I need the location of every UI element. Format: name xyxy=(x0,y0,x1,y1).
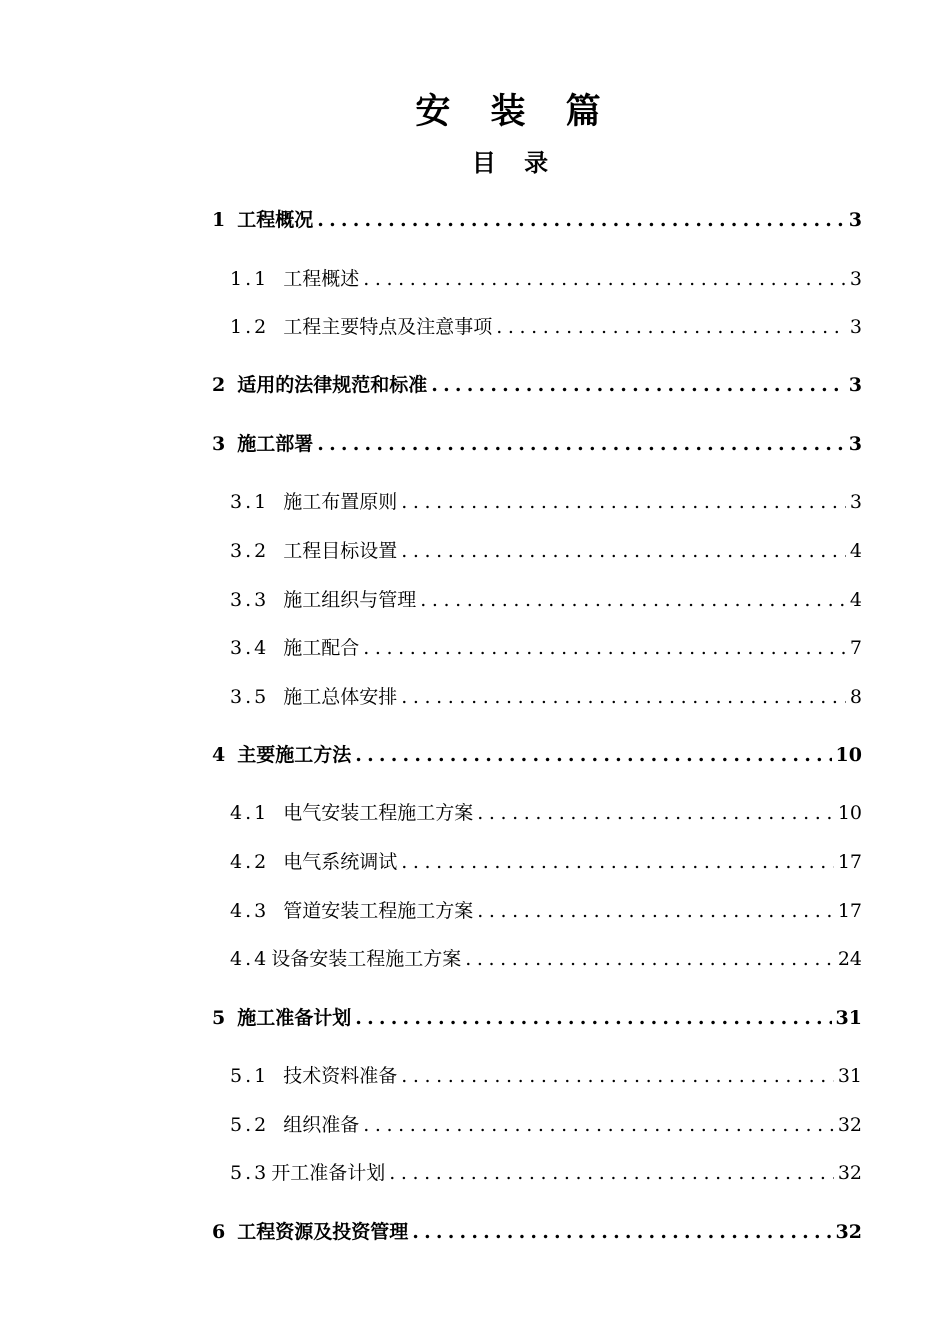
toc-entry-page: 32 xyxy=(835,1221,862,1243)
toc-entry-number: 4.2 xyxy=(230,851,270,873)
toc-entry-page: 17 xyxy=(837,851,862,873)
toc-leader-dots xyxy=(363,1114,834,1136)
toc-entry[interactable] xyxy=(230,944,862,971)
toc-entry-number: 1.1 xyxy=(230,268,270,290)
toc-entry-number: 3.5 xyxy=(230,686,270,708)
toc-leader-dots xyxy=(355,744,831,766)
toc-leader-dots xyxy=(389,1162,834,1184)
toc-leader-dots xyxy=(477,802,834,824)
toc-entry-number: 3.3 xyxy=(230,589,270,611)
toc-leader-dots xyxy=(420,589,846,611)
toc-entry[interactable] xyxy=(230,487,862,514)
toc-entry-page: 24 xyxy=(837,948,862,970)
toc-entry-page: 3 xyxy=(848,209,862,231)
toc-entry[interactable] xyxy=(212,205,862,232)
toc-entry-number: 3 xyxy=(212,433,226,455)
toc-entry-page: 8 xyxy=(849,686,862,708)
toc-entry[interactable] xyxy=(212,1003,862,1030)
toc-entry-number: 3.2 xyxy=(230,540,270,562)
toc-leader-dots xyxy=(317,433,845,455)
toc-entry-page: 32 xyxy=(837,1114,862,1136)
toc-entry-label: 组织准备 xyxy=(283,1114,360,1136)
toc-entry-label: 技术资料准备 xyxy=(283,1065,398,1087)
toc-entry-label: 电气安装工程施工方案 xyxy=(283,802,474,824)
toc-entry-number: 6 xyxy=(212,1221,226,1243)
toc-entry-page: 3 xyxy=(848,374,862,396)
toc-entry-page: 4 xyxy=(849,540,862,562)
toc-entry-number: 5 xyxy=(212,1007,226,1029)
toc-entry-number: 4.3 xyxy=(230,900,270,922)
toc-leader-dots xyxy=(477,900,834,922)
toc-entry-label: 适用的法律规范和标准 xyxy=(237,374,428,396)
toc-entry[interactable] xyxy=(212,429,862,456)
toc-entry[interactable] xyxy=(230,264,862,291)
toc-entry[interactable] xyxy=(212,1217,862,1244)
toc-entry-label: 工程主要特点及注意事项 xyxy=(283,316,493,338)
toc-entry[interactable] xyxy=(230,585,862,612)
toc-entry-label: 施工准备计划 xyxy=(237,1007,352,1029)
toc-entry-number: 4 xyxy=(212,744,226,766)
toc-entry-label: 施工总体安排 xyxy=(283,686,398,708)
toc-leader-dots xyxy=(401,540,846,562)
toc-leader-dots xyxy=(401,1065,834,1087)
toc-entry-page: 3 xyxy=(849,268,862,290)
toc-entry-label: 工程资源及投资管理 xyxy=(237,1221,409,1243)
toc-entry-page: 31 xyxy=(837,1065,862,1087)
toc-heading: 目 录 xyxy=(471,148,559,177)
toc-entry-page: 3 xyxy=(849,316,862,338)
toc-leader-dots xyxy=(355,1007,831,1029)
toc-entry[interactable] xyxy=(230,896,862,923)
toc-entry-number: 3.4 xyxy=(230,637,270,659)
toc-entry[interactable] xyxy=(230,1158,862,1185)
toc-entry-page: 3 xyxy=(849,491,862,513)
toc-entry[interactable] xyxy=(230,682,862,709)
toc-entry[interactable] xyxy=(212,740,862,767)
toc-entry-number: 1 xyxy=(212,209,226,231)
toc-entry[interactable] xyxy=(230,536,862,563)
toc-leader-dots xyxy=(363,637,846,659)
toc-entry-number: 5.1 xyxy=(230,1065,270,1087)
toc-leader-dots xyxy=(412,1221,831,1243)
toc-entry[interactable] xyxy=(230,1110,862,1137)
toc-entry-label: 施工组织与管理 xyxy=(283,589,417,611)
toc-entry-number: 4.4 xyxy=(230,948,270,970)
toc-leader-dots xyxy=(431,374,845,396)
toc-entry-label: 工程目标设置 xyxy=(283,540,398,562)
toc-entry-page: 31 xyxy=(835,1007,862,1029)
toc-entry[interactable] xyxy=(230,312,862,339)
toc-entry-label: 主要施工方法 xyxy=(237,744,352,766)
toc-leader-dots xyxy=(401,851,834,873)
toc-entry-number: 4.1 xyxy=(230,802,270,824)
toc-entry-label: 施工配合 xyxy=(283,637,360,659)
toc-entry[interactable] xyxy=(230,1061,862,1088)
toc-entry-number: 2 xyxy=(212,374,226,396)
toc-leader-dots xyxy=(496,316,846,338)
toc-entry[interactable] xyxy=(230,847,862,874)
toc-entry-number: 5.3 xyxy=(230,1162,270,1184)
toc-leader-dots xyxy=(465,948,834,970)
toc-entry-number: 1.2 xyxy=(230,316,270,338)
toc-entry-number: 3.1 xyxy=(230,491,270,513)
toc-entry-label: 工程概况 xyxy=(237,209,314,231)
toc-entry-page: 4 xyxy=(849,589,862,611)
toc-leader-dots xyxy=(401,686,846,708)
document-title: 安 装 篇 xyxy=(415,91,615,132)
toc-leader-dots xyxy=(363,268,846,290)
toc-entry-label: 电气系统调试 xyxy=(283,851,398,873)
toc-entry-page: 7 xyxy=(849,637,862,659)
toc-entry-label: 管道安装工程施工方案 xyxy=(283,900,474,922)
toc-entry-label: 工程概述 xyxy=(283,268,360,290)
toc-entry-page: 32 xyxy=(837,1162,862,1184)
toc-entry-page: 3 xyxy=(848,433,862,455)
toc-entry-label: 施工布置原则 xyxy=(283,491,398,513)
toc-leader-dots xyxy=(317,209,845,231)
toc-entry-page: 10 xyxy=(835,744,862,766)
toc-entry-page: 10 xyxy=(837,802,862,824)
toc-entry-label: 开工准备计划 xyxy=(271,1162,386,1184)
toc-entry[interactable] xyxy=(230,633,862,660)
toc-leader-dots xyxy=(401,491,846,513)
toc-entry[interactable] xyxy=(212,370,862,397)
toc-entry-label: 设备安装工程施工方案 xyxy=(271,948,462,970)
toc-entry-page: 17 xyxy=(837,900,862,922)
toc-entry-number: 5.2 xyxy=(230,1114,270,1136)
toc-entry-label: 施工部署 xyxy=(237,433,314,455)
toc-entry[interactable] xyxy=(230,798,862,825)
